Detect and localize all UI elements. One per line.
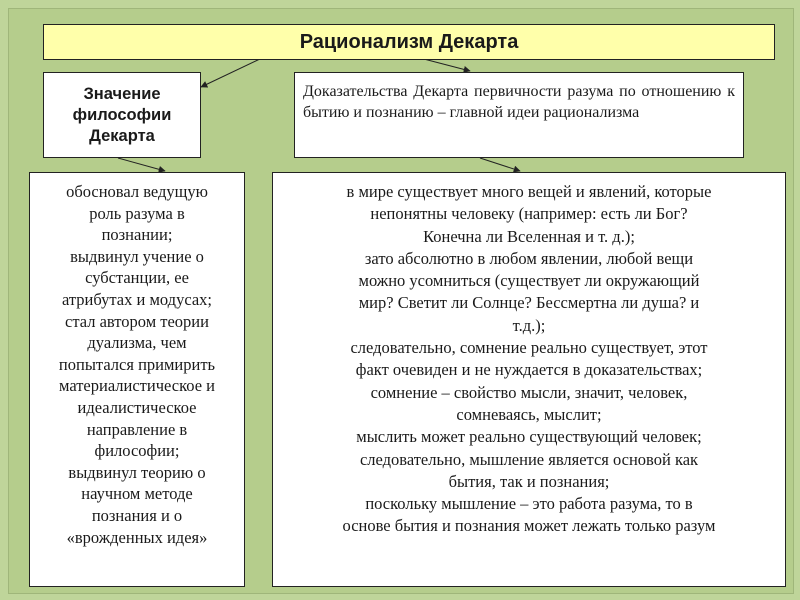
left-body-line: познания и о — [91, 505, 183, 525]
left-body-line: роль разума в — [89, 203, 185, 223]
right-body-line: сомневаясь, мыслит; — [456, 404, 602, 424]
right-body-box — [272, 172, 786, 587]
arrow-left-head-to-body — [118, 158, 165, 171]
right-body-line: зато абсолютно в любом явлении, любой вещи — [364, 248, 694, 268]
arrow-title-to-left — [201, 58, 262, 87]
right-body-line: сомнение – свойство мысли, значит, человек, — [370, 382, 688, 402]
left-body-line: обосновал ведущую — [66, 182, 208, 201]
right-heading-box — [294, 72, 744, 158]
right-body-line: факт очевиден и не нуждается в доказательствах; — [355, 360, 703, 380]
right-body-line: мир? Светит ли Солнце? Бессмертна ли душа? и — [358, 293, 700, 313]
right-body-line: бытия, так и познания; — [448, 471, 610, 491]
arrow-right-head-to-body — [480, 158, 520, 171]
right-body-line: поскольку мышление – это работа разума, то в — [365, 494, 693, 514]
left-body-line: философии; — [94, 441, 180, 461]
right-body-line: т.д.); — [512, 315, 546, 335]
left-heading-text — [73, 84, 172, 147]
left-body-line: научном методе — [81, 484, 193, 504]
left-heading-line: Декарта — [89, 126, 155, 145]
left-heading-box — [43, 72, 201, 158]
left-body-line: идеалистическое — [77, 397, 197, 417]
right-body-line: Конечна ли Вселенная и т. д.); — [423, 226, 635, 246]
right-body-line: можно усомниться (существует ли окружающий — [358, 271, 700, 291]
right-body-line: непонятны человеку (например: есть ли Бог? — [370, 204, 688, 224]
left-body-line: выдвинул учение о — [70, 246, 204, 266]
left-body-line: субстанции, ее — [85, 268, 189, 288]
right-body-line: мыслить может реально существующий человек; — [356, 427, 702, 447]
right-body-line: следовательно, мышление является основой как — [359, 449, 699, 469]
left-body-line: направление в — [86, 419, 188, 439]
diagram-title: Рационализм Декарта — [43, 24, 775, 60]
left-body-line: материалистическое и — [58, 376, 215, 396]
left-body-line: атрибутах и модусах; — [61, 289, 212, 309]
right-body-line: следовательно, сомнение реально существует, этот — [350, 338, 708, 358]
left-body-line: стал автором теории — [65, 311, 209, 331]
left-body-line: выдвинул теорию о — [68, 462, 206, 482]
right-body-line: основе бытия и познания может лежать только разум — [342, 516, 716, 536]
left-heading-line: философии — [72, 105, 172, 124]
left-body-box — [29, 172, 245, 587]
left-heading-line: Значение — [83, 84, 161, 103]
left-body-line: попытался примирить — [58, 354, 216, 374]
right-body-line: в мире существует много вещей и явлений, которые — [346, 182, 712, 201]
left-body-line: познании; — [101, 225, 173, 245]
right-heading-text: Доказательства Декарта первичности разума по отношению к бытию и познанию – главной идеи рационализма — [303, 83, 735, 121]
left-body-line: дуализма, чем — [87, 333, 187, 353]
left-body-line: «врожденных идея» — [66, 527, 208, 547]
